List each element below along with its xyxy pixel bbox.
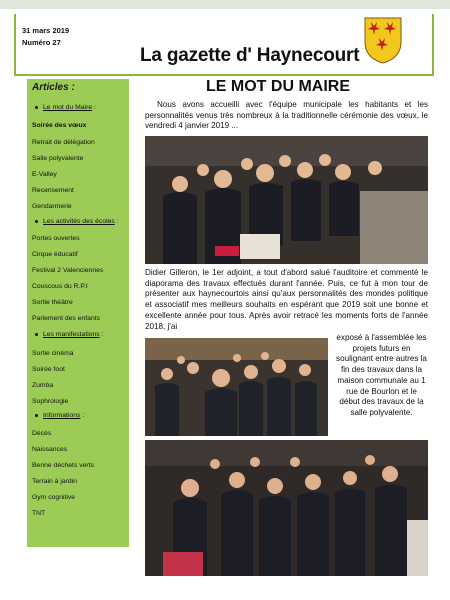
audience-photo xyxy=(145,338,328,436)
article-link[interactable]: Retrait de délégation xyxy=(32,139,95,146)
article-intro: Nous avons accueilli avec l'équipe municipale les habitants et les personnalités venus très nombreux à la traditionnelle cérémonie des vœux, le vendredi 4 janvier 2019 ... xyxy=(145,100,428,131)
article-link[interactable]: Gym cognitive xyxy=(32,494,76,501)
article-heading: LE MOT DU MAIRE xyxy=(206,78,350,95)
section-activites-ecoles[interactable]: Les activités des écoles : xyxy=(35,218,119,225)
article-link[interactable]: Parlement des enfants xyxy=(32,315,101,322)
article-link[interactable]: Sophrologie xyxy=(32,398,69,405)
article-link[interactable]: Naissances xyxy=(32,446,68,453)
coat-of-arms-icon xyxy=(363,16,403,64)
article-link[interactable]: Sortie théâtre xyxy=(32,299,73,306)
top-bar xyxy=(0,0,450,9)
article-link[interactable]: Gendarmerie xyxy=(32,203,72,210)
issue-number: Numéro 27 xyxy=(22,38,61,47)
newsletter-title: La gazette d' Haynecourt xyxy=(140,45,360,66)
article-continuation: exposé à l'assemblée les projets futurs en soulignant entre autres la fin des travaux dans la maison communale au 1 rue de Bourlon et le début des travaux de la salle polyvalente. xyxy=(336,333,427,417)
article-link[interactable]: Soirée des vœux xyxy=(32,122,87,129)
issue-date: 31 mars 2019 xyxy=(22,26,70,35)
article-link[interactable]: Festival 2 Valenciennes xyxy=(32,267,104,274)
article-link[interactable]: Soirée foot xyxy=(32,366,65,373)
masthead xyxy=(14,14,434,76)
audience-rows-photo xyxy=(145,440,428,576)
section-manifestations[interactable]: Les manifestations : xyxy=(35,331,103,338)
article-link[interactable]: E-Valley xyxy=(32,171,57,178)
article-body: Didier Gilleron, le 1er adjoint, a tout d'abord salué l'auditoire et commenté le diaporama des travaux effectués durant l'année. Puis, ce fut à mon tour de présenter aux haynecourtois ainsi qu'aux personnalités des mondes politique et associatif mes meilleurs souhaits en espérant que 2019 soit une bonne et excellente année pour tous. Après avoir retracé les moments forts de l'année 2018, j'ai xyxy=(145,268,428,331)
section-informations[interactable]: Informations : xyxy=(35,412,84,419)
article-link[interactable]: Décès xyxy=(32,430,52,437)
article-link[interactable]: Sortie cinéma xyxy=(32,350,74,357)
article-link[interactable]: Recensement xyxy=(32,187,74,194)
article-link[interactable]: Zumba xyxy=(32,382,54,389)
ceremony-photo xyxy=(145,136,428,264)
article-index-heading: Articles : xyxy=(32,82,75,93)
article-link[interactable]: Salle polyvalente xyxy=(32,155,84,162)
section-mot-du-maire[interactable]: Le mot du Maire : xyxy=(35,104,96,111)
article-link[interactable]: Portes ouvertes xyxy=(32,235,80,242)
article-link[interactable]: Cirque éducatif xyxy=(32,251,78,258)
article-link[interactable]: Terrain à jardin xyxy=(32,478,77,485)
article-index xyxy=(27,79,129,547)
article-link[interactable]: Couscous du R.P.I xyxy=(32,283,88,290)
article-link[interactable]: Benne déchets verts xyxy=(32,462,94,469)
article-link[interactable]: TNT xyxy=(32,510,46,517)
